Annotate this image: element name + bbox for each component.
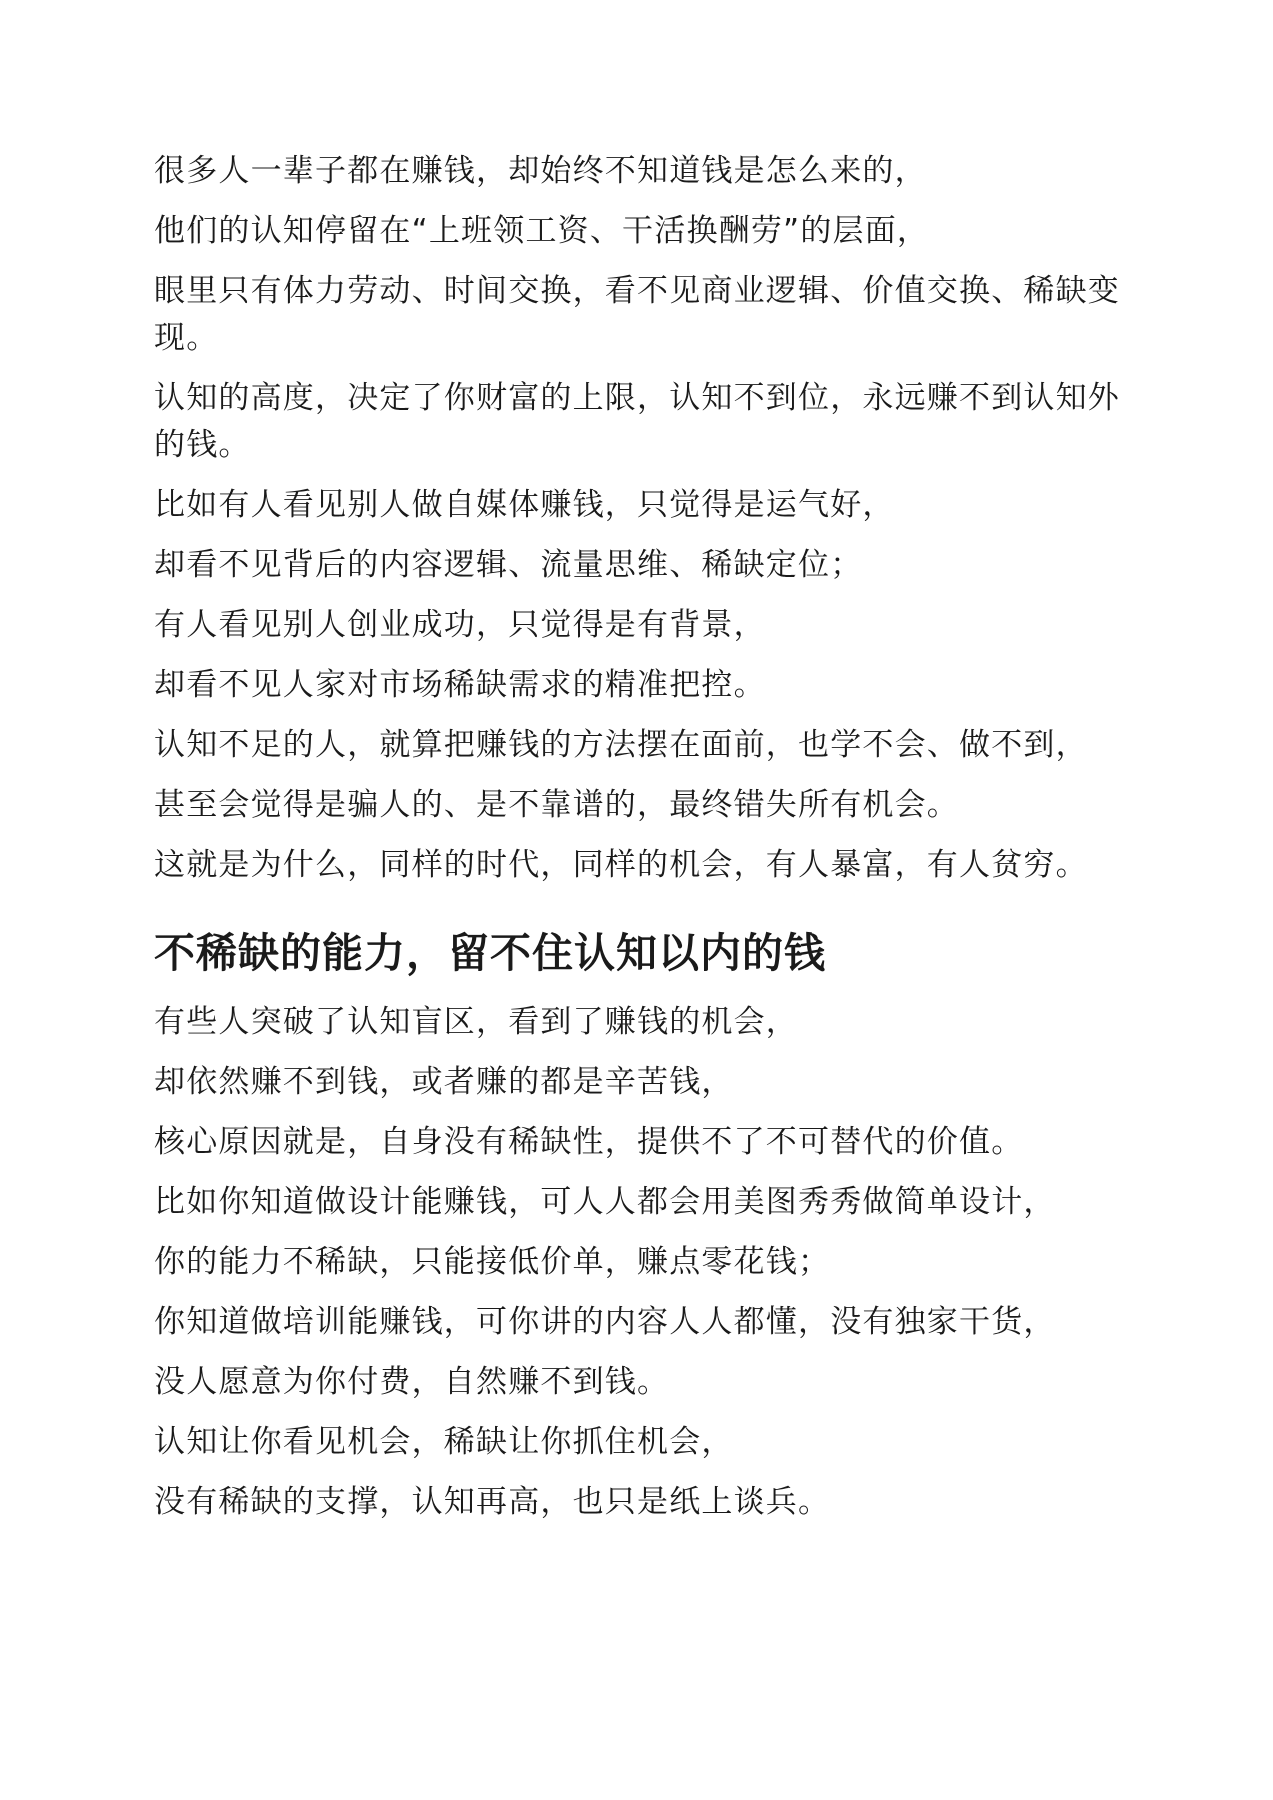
paragraph: 却看不见人家对市场稀缺需求的精准把控。 bbox=[154, 667, 766, 703]
paragraph: 比如有人看见别人做自媒体赚钱，只觉得是运气好， bbox=[154, 487, 895, 523]
paragraph: 认知不足的人，就算把赚钱的方法摆在面前，也学不会、做不到， bbox=[154, 727, 1088, 763]
paragraph: 他们的认知停留在“上班领工资、干活换酬劳”的层面， bbox=[154, 213, 930, 249]
paragraph: 有人看见别人创业成功，只觉得是有背景， bbox=[154, 607, 766, 643]
paragraph: 比如你知道做设计能赚钱，可人人都会用美图秀秀做简单设计， bbox=[154, 1184, 1056, 1220]
paragraph: 你知道做培训能赚钱，可你讲的内容人人都懂，没有独家干货， bbox=[154, 1304, 1056, 1340]
section-heading: 不稀缺的能力，留不住认知以内的钱 bbox=[154, 929, 826, 977]
paragraph: 没人愿意为你付费，自然赚不到钱。 bbox=[154, 1364, 670, 1400]
paragraph: 这就是为什么，同样的时代，同样的机会，有人暴富，有人贫穷。 bbox=[154, 847, 1088, 883]
paragraph: 核心原因就是，自身没有稀缺性，提供不了不可替代的价值。 bbox=[154, 1124, 1024, 1160]
paragraph: 却看不见背后的内容逻辑、流量思维、稀缺定位； bbox=[154, 547, 863, 583]
paragraph: 眼里只有体力劳动、时间交换，看不见商业逻辑、价值交换、稀缺变现。 bbox=[154, 273, 1120, 356]
paragraph: 没有稀缺的支撑，认知再高，也只是纸上谈兵。 bbox=[154, 1484, 831, 1520]
paragraph: 你的能力不稀缺，只能接低价单，赚点零花钱； bbox=[154, 1244, 831, 1280]
paragraph: 甚至会觉得是骗人的、是不靠谱的，最终错失所有机会。 bbox=[154, 787, 959, 823]
paragraph: 有些人突破了认知盲区，看到了赚钱的机会， bbox=[154, 1004, 798, 1040]
paragraph: 却依然赚不到钱，或者赚的都是辛苦钱， bbox=[154, 1064, 734, 1100]
paragraph: 认知的高度，决定了你财富的上限，认知不到位，永远赚不到认知外的钱。 bbox=[154, 380, 1120, 463]
document-body bbox=[154, 148, 1124, 1539]
paragraph: 很多人一辈子都在赚钱，却始终不知道钱是怎么来的， bbox=[154, 153, 927, 189]
paragraph: 认知让你看见机会，稀缺让你抓住机会， bbox=[154, 1424, 734, 1460]
